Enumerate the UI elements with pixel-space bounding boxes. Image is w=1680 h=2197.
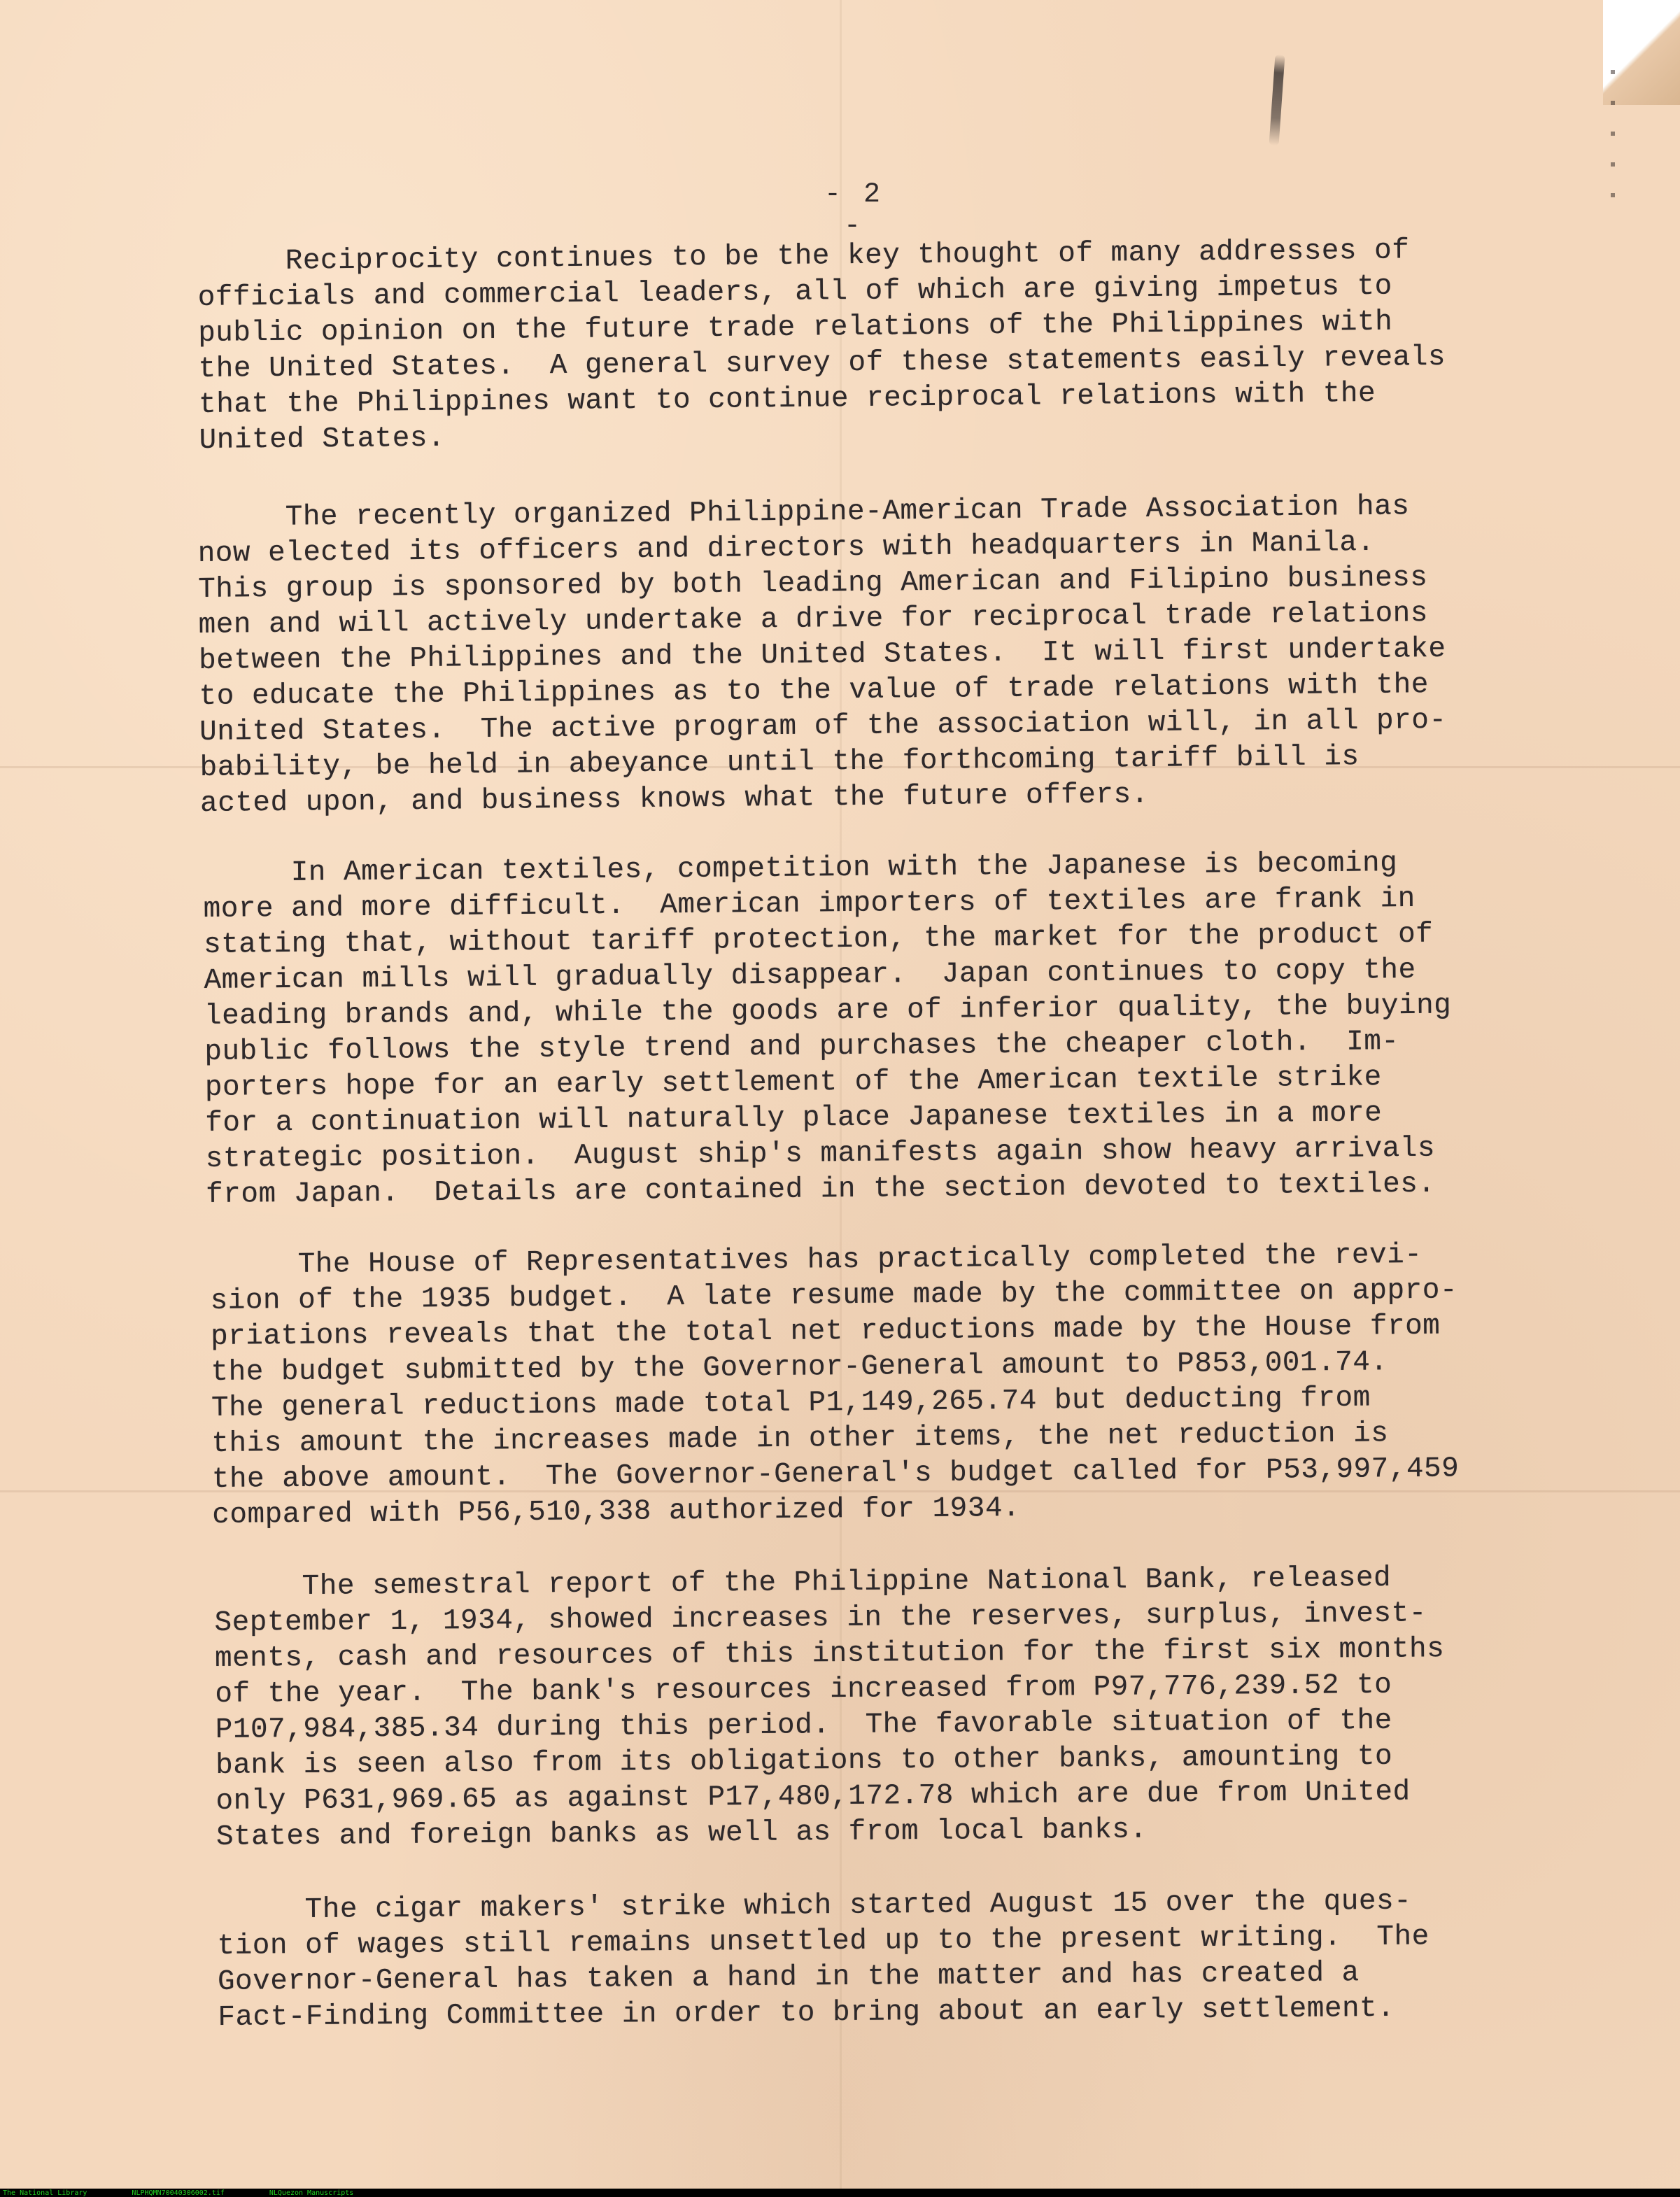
paragraph-trade-association: The recently organized Philippine-American Trade Association has now elected its officers and directors with headquarters in Manila. This group is sponsored by both leading American and Filipino business men and will actively undertake a drive for reciprocal trade relations between the Philippines and the United States. It will first undertake to educate the Philippines as to the value of trade relations with the United States. The active program of the association will, in all pro- bability, be held in abeyance until the forthcoming tariff bill is acted upon, and business knows what the future offers. bbox=[197, 490, 1447, 820]
footer-filename: NLPHQMN70040306002.tif bbox=[132, 2189, 225, 2197]
paragraph-national-bank: The semestral report of the Philippine National Bank, released September 1, 1934, showed increases in the reserves, surplus, invest- ments, cash and resources of this institution for the first six months of the year. The bank's resources increased from P97,776,239.52 to P107,984,385.34 during this period. The favorable situation of the bank is seen also from its obligations to other banks, amounting to only P631,969.65 as against P17,480,172.78 which are due from United States and foreign banks as well as from local banks. bbox=[214, 1562, 1445, 1853]
paragraph-reciprocity: Reciprocity continues to be the key thought of many addresses of officials and commercial leaders, all of which are giving impetus to public opinion on the future trade relations of the Philippines with the United States. A general survey of these statements easily reveals that the Philippines want to continue reciprocal relations with the United States. bbox=[197, 234, 1446, 457]
page-number: - 2 - bbox=[824, 179, 883, 242]
tear-mark bbox=[1269, 55, 1285, 146]
footer-collection: NLQuezon Manuscripts bbox=[269, 2189, 354, 2197]
footer-library: The National Library bbox=[3, 2189, 87, 2197]
binding-holes bbox=[1611, 70, 1615, 210]
paragraph-cigar-strike: The cigar makers' strike which started August 15 over the ques- tion of wages still remains unsettled up to the present writing. The Governor-General has taken a hand in the matter and has created a Fact-Finding Committee in order to bring about an early settlement. bbox=[217, 1885, 1430, 2034]
archive-footer bbox=[0, 2189, 1680, 2197]
paragraph-textiles: In American textiles, competition with the Japanese is becoming more and more difficult. American importers of textiles are frank in stating that, without tariff protection, the market for the product of American mills will gradually disappear. Japan continues to copy the leading brands and, while the goods are of inferior quality, the buying public follows the style trend and purchases the cheaper cloth. Im- porters hope for an early settlement of the American textile strike for a continuation will naturally place Japanese textiles in a more strategic position. August ship's manifests again show heavy arrivals from Japan. Details are contained in the section devoted to textiles. bbox=[203, 847, 1452, 1211]
paragraph-budget: The House of Representatives has practically completed the revi- sion of the 1935 budget. A late resume made by the committee on appro- priations reveals that the total net reductions made by the House from the budget submitted by the Governor-General amount to P853,001.74. The general reductions made total P1,149,265.74 but deducting from this amount the increases made in other items, the net reduction is the above amount. The Governor-General's budget called for P53,997,459 compared with P56,510,338 authorized for 1934. bbox=[210, 1238, 1460, 1532]
